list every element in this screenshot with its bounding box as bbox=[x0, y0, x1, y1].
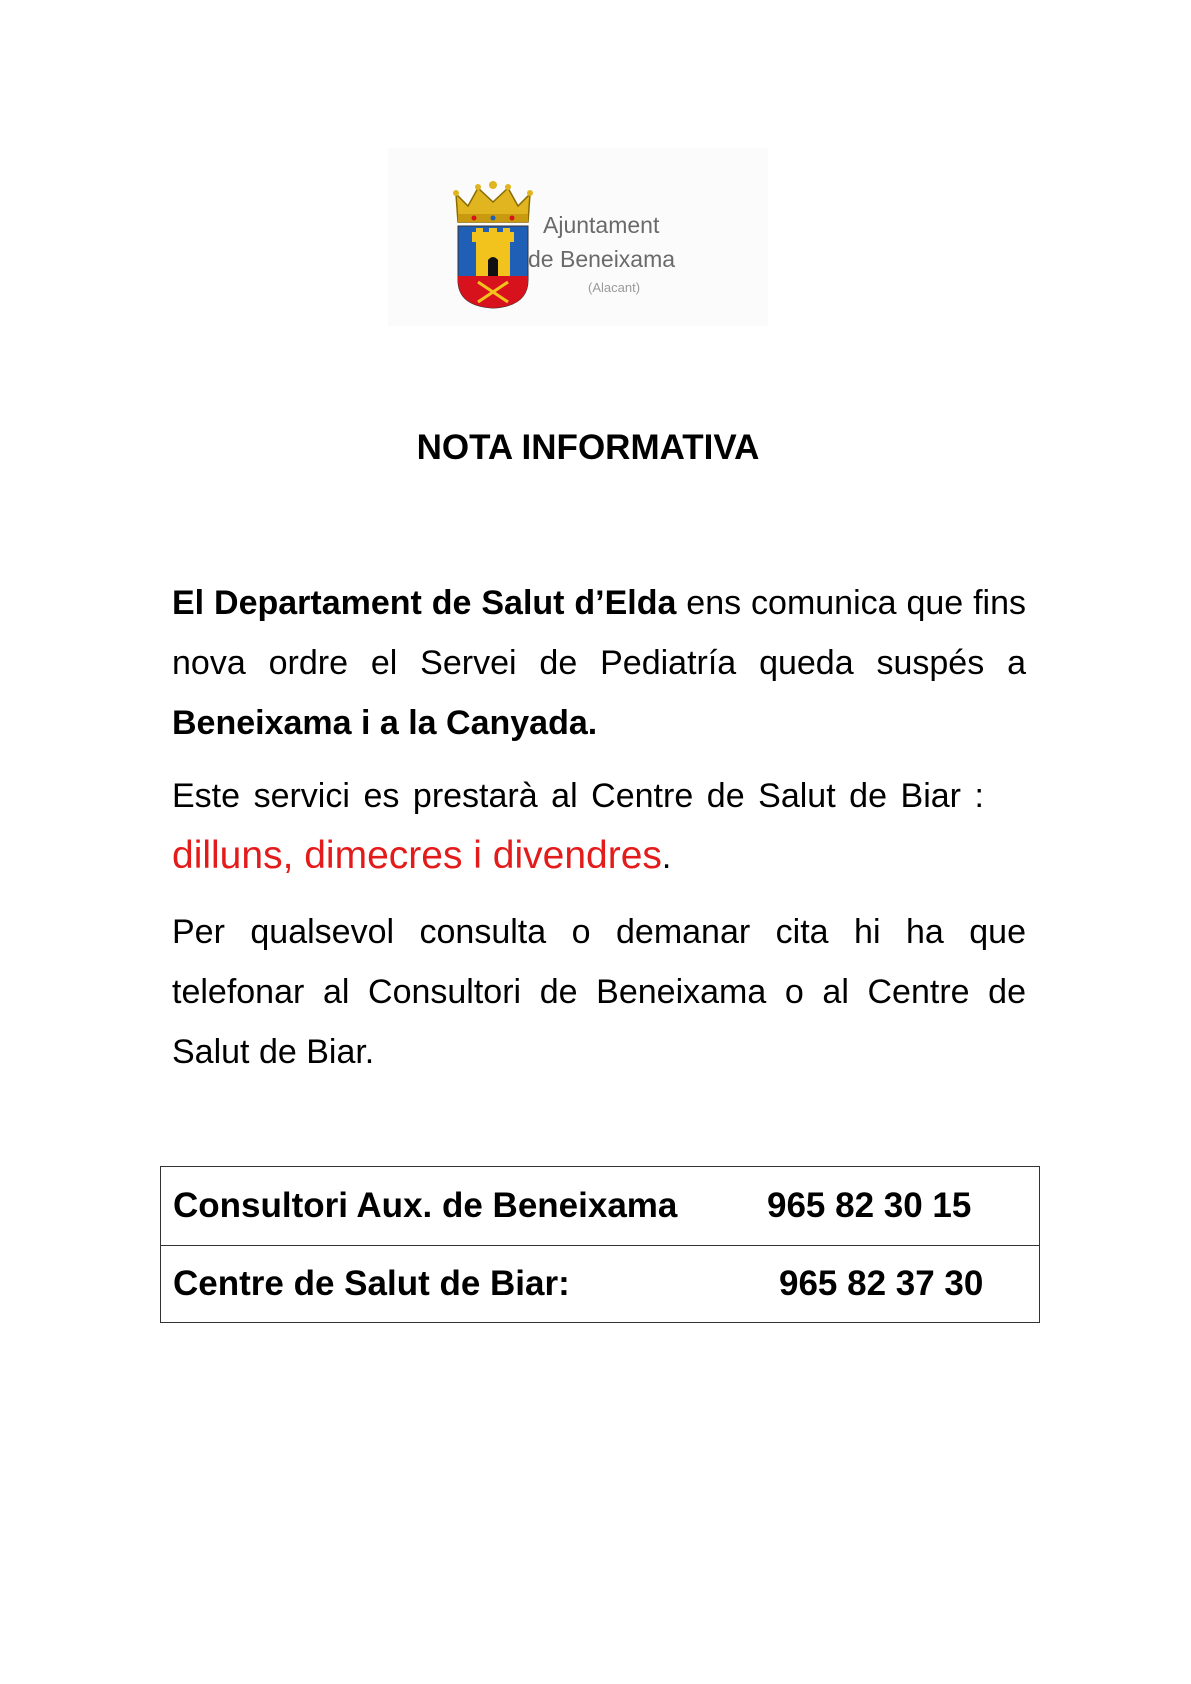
service-paragraph bbox=[172, 766, 1026, 887]
logo-title: Ajuntament bbox=[543, 212, 660, 238]
service-text: Este servici es prestarà al Centre de Salut de Biar : bbox=[172, 777, 984, 815]
table-row bbox=[161, 1167, 1040, 1246]
contact-phone: 965 82 30 15 bbox=[755, 1167, 1040, 1246]
contacts-table bbox=[160, 1166, 1040, 1323]
contact-label: Consultori Aux. de Beneixama bbox=[161, 1167, 756, 1246]
affected-locations: Beneixama i a la Canyada. bbox=[172, 704, 598, 742]
service-period: . bbox=[661, 838, 672, 876]
notice-text: ens comunica que fins nova ordre el Servei de Pediatría queda suspés a bbox=[172, 584, 1026, 682]
page-title: NOTA INFORMATIVA bbox=[416, 428, 760, 467]
contact-label: Centre de Salut de Biar: bbox=[161, 1246, 756, 1323]
notice-paragraph bbox=[172, 573, 1026, 753]
service-days: dilluns, dimecres i divendres bbox=[172, 834, 662, 877]
table-row bbox=[161, 1246, 1040, 1323]
coat-of-arms-icon bbox=[452, 180, 534, 310]
logo-subtitle: de Beneixama bbox=[528, 246, 676, 272]
municipal-logo bbox=[388, 148, 768, 326]
contact-phone: 965 82 37 30 bbox=[755, 1246, 1040, 1323]
contact-paragraph: Per qualsevol consulta o demanar cita hi ha que telefonar al Consultori de Beneixama o al Centre de Salut de Biar. bbox=[172, 913, 1026, 1071]
department-name: El Departament de Salut d’Elda bbox=[172, 584, 677, 622]
logo-region: (Alacant) bbox=[588, 280, 641, 295]
